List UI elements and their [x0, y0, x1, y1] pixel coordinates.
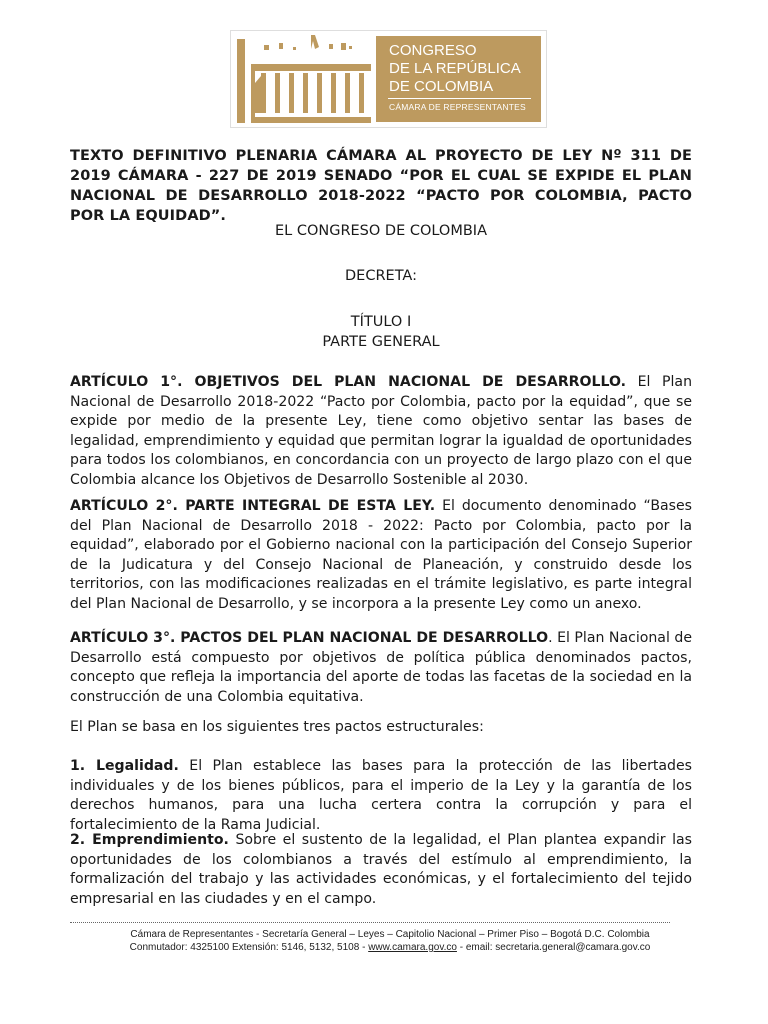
parte-general-title: PARTE GENERAL: [322, 334, 440, 350]
logo-panel: [376, 36, 541, 122]
article-3-body: . El Plan Nacional de Desarrollo está compuesto por objetivos de política pública denominados pactos, concepto que refleja la importancia del aporte de todas las facetas de la sociedad en la construcción de una Colombia equitativa.: [70, 630, 692, 705]
website-link[interactable]: www.camara.gov.co: [368, 942, 457, 953]
footer-email: - email: secretaria.general@camara.gov.co: [456, 942, 651, 953]
article-3-title: ARTÍCULO 3°. PACTOS DEL PLAN NACIONAL DE DESARROLLO: [70, 630, 549, 646]
pacto-2-title: 2. Emprendimiento.: [70, 832, 229, 848]
pactos-intro-text: El Plan se basa en los siguientes tres pactos estructurales:: [70, 719, 484, 735]
titulo-title: TÍTULO I: [350, 314, 412, 330]
article-1: [70, 373, 692, 490]
footer-address: Cámara de Representantes - Secretaría General – Leyes – Capitolio Nacional – Primer Piso – Bogotá D.C. Colombia: [130, 929, 650, 940]
pactos-intro: [70, 718, 692, 738]
capitol-building-icon: [231, 31, 376, 127]
pacto-1-body: El Plan establece las bases para la protección de las libertades individuales y de los bienes públicos, para el imperio de la Ley y la garantía de los derechos humanos, para una lucha certera contra la corrupción y para el fortalecimiento de la Rama Judicial.: [70, 758, 692, 833]
article-3: [70, 629, 692, 707]
footer-phone: Conmutador: 4325100 Extensión: 5146, 5132, 5108 -: [129, 942, 369, 953]
document-heading: TEXTO DEFINITIVO PLENARIA CÁMARA AL PROYECTO DE LEY Nº 311 DE 2019 CÁMARA - 227 DE 2019 SENADO “POR EL CUAL SE EXPIDE EL PLAN NACIONAL DE DESARROLLO 2018-2022 “PACTO POR COLOMBIA, PACTO POR LA EQUIDAD”.: [70, 148, 692, 224]
pacto-emprendimiento: [70, 831, 692, 909]
logo-text-congreso: CONGRESO: [389, 42, 477, 59]
pacto-legalidad: [70, 757, 692, 835]
logo-text-colombia: DE COLOMBIA: [389, 78, 494, 95]
decreta-title: DECRETA:: [345, 268, 417, 284]
congreso-title: EL CONGRESO DE COLOMBIA: [274, 223, 488, 239]
pacto-2-body: Sobre el sustento de la legalidad, el Plan plantea expandir las oportunidades de los colombianos a través del estímulo al emprendimiento, la formalización del trabajo y las actividades económicas, y el fortalecimiento del tejido empresarial en las ciudades y en el campo.: [70, 832, 692, 907]
pacto-1-title: 1. Legalidad.: [70, 758, 179, 774]
logo-text-camara: CÁMARA DE REPRESENTANTES: [389, 102, 526, 112]
logo-divider: [388, 98, 531, 99]
logo-text-republica: DE LA REPÚBLICA: [389, 60, 521, 77]
article-1-title: ARTÍCULO 1°. OBJETIVOS DEL PLAN NACIONAL DE DESARROLLO.: [70, 374, 626, 390]
article-1-body: El Plan Nacional de Desarrollo 2018-2022 “Pacto por Colombia, pacto por la equidad”, que se expide por medio de la presente Ley, tiene como objetivo sentar las bases de legalidad, emprendimiento y equidad que permitan lograr la igualdad de oportunidades para todos los colombianos, en concordancia con un proyecto de largo plazo con el que Colombia alcance los Objetivos de Desarrollo Sostenible al 2030.: [70, 374, 692, 488]
article-2: [70, 497, 692, 614]
congreso-logo: [230, 30, 547, 128]
article-2-title: ARTÍCULO 2°. PARTE INTEGRAL DE ESTA LEY.: [70, 498, 436, 514]
article-2-body: El documento denominado “Bases del Plan Nacional de Desarrollo 2018 - 2022: Pacto por Colombia, pacto por la equidad”, elaborado por el Gobierno nacional con la participación del Consejo Superior de la Judicatura y del Consejo Nacional de Planeación, y construido desde los territorios, con las modificaciones realizadas en el trámite legislativo, es parte integral del Plan Nacional de Desarrollo, y se incorpora a la presente Ley como un anexo.: [70, 498, 692, 612]
footer-contact: [70, 941, 710, 954]
footer-divider: [70, 922, 670, 923]
